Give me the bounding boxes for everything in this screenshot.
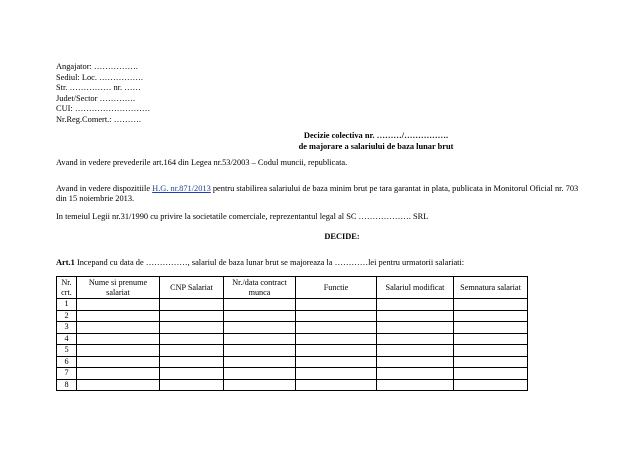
cell-signature[interactable]	[454, 368, 528, 380]
cell-name[interactable]	[77, 322, 160, 334]
cell-cnp[interactable]	[160, 322, 224, 334]
cell-signature[interactable]	[454, 345, 528, 357]
cell-name[interactable]	[77, 356, 160, 368]
cell-salary[interactable]	[377, 345, 454, 357]
cell-function[interactable]	[296, 322, 377, 334]
header-contract: Nr./data contract munca	[224, 277, 296, 299]
cell-salary[interactable]	[377, 333, 454, 345]
table-row	[57, 356, 528, 368]
cell-name[interactable]	[77, 299, 160, 311]
cell-contract[interactable]	[224, 345, 296, 357]
employees-table	[56, 276, 528, 391]
hg-link[interactable]: H.G. nr.871/2013	[152, 184, 211, 193]
article-1	[56, 258, 586, 268]
cell-name[interactable]	[77, 379, 160, 391]
cell-name[interactable]	[77, 310, 160, 322]
table-header-row	[57, 277, 528, 299]
paragraph-hg-text-after: pentru stabilirea salariului de baza minim brut pe tara garantat in plata, publicata in Monitorul Oficial nr. 703 din 15 noiembrie 2013.	[56, 184, 579, 204]
table-row	[57, 368, 528, 380]
header-salary: Salariul modificat	[377, 277, 454, 299]
table-row	[57, 322, 528, 334]
article-label: Art.1	[56, 258, 75, 267]
cell-signature[interactable]	[454, 322, 528, 334]
header-name: Nume si prenume salariat	[77, 277, 160, 299]
cell-contract[interactable]	[224, 299, 296, 311]
row-number: 4	[57, 333, 77, 345]
cell-contract[interactable]	[224, 368, 296, 380]
cell-signature[interactable]	[454, 299, 528, 311]
cell-name[interactable]	[77, 368, 160, 380]
cell-salary[interactable]	[377, 310, 454, 322]
article-text: Incepand cu data de ……………, salariul de baza lunar brut se majoreaza la …………lei pentru urmatorii salariati:	[74, 258, 465, 267]
row-number: 2	[57, 310, 77, 322]
cell-salary[interactable]	[377, 379, 454, 391]
cell-cnp[interactable]	[160, 368, 224, 380]
row-number: 6	[57, 356, 77, 368]
employer-street: Str. …………… nr. ……	[56, 83, 141, 93]
row-number: 8	[57, 379, 77, 391]
cell-contract[interactable]	[224, 379, 296, 391]
cell-function[interactable]	[296, 379, 377, 391]
cell-salary[interactable]	[377, 356, 454, 368]
table-row	[57, 299, 528, 311]
cell-function[interactable]	[296, 356, 377, 368]
header-cnp: CNP Salariat	[160, 277, 224, 299]
row-number: 5	[57, 345, 77, 357]
cell-signature[interactable]	[454, 356, 528, 368]
paragraph-legal-representative: In temeiul Legii nr.31/1990 cu privire la societatile comerciale, reprezentantul legal al SC ………………. SRL	[56, 212, 429, 221]
decide-label: DECIDE:	[324, 232, 360, 241]
header-signature: Semnatura salariat	[454, 277, 528, 299]
row-number: 7	[57, 368, 77, 380]
header-nr-crt: Nr. crt.	[57, 277, 77, 299]
decision-subject: de majorare a salariului de baza lunar brut	[298, 141, 454, 151]
cell-cnp[interactable]	[160, 379, 224, 391]
cell-function[interactable]	[296, 310, 377, 322]
paragraph-hg-reference	[56, 184, 586, 205]
decision-number: Decizie colectiva nr. ………/…………….	[303, 131, 449, 140]
cell-name[interactable]	[77, 333, 160, 345]
decision-title	[56, 131, 586, 152]
header-function: Functie	[296, 277, 377, 299]
table-row	[57, 333, 528, 345]
employer-details	[56, 62, 150, 126]
table-row	[57, 310, 528, 322]
employer-name: Angajator: …………….	[56, 62, 138, 71]
cell-signature[interactable]	[454, 310, 528, 322]
cell-salary[interactable]	[377, 299, 454, 311]
cell-salary[interactable]	[377, 368, 454, 380]
cell-name[interactable]	[77, 345, 160, 357]
cell-cnp[interactable]	[160, 345, 224, 357]
cell-signature[interactable]	[454, 333, 528, 345]
employer-cui: CUI: ………………………	[56, 104, 151, 114]
employer-address: Sediul: Loc. …………….	[56, 72, 144, 82]
employer-county: Judet/Sector ………….	[56, 93, 136, 103]
table-row	[57, 345, 528, 357]
cell-cnp[interactable]	[160, 356, 224, 368]
cell-function[interactable]	[296, 299, 377, 311]
table-row	[57, 379, 528, 391]
cell-contract[interactable]	[224, 356, 296, 368]
cell-signature[interactable]	[454, 379, 528, 391]
cell-contract[interactable]	[224, 322, 296, 334]
cell-cnp[interactable]	[160, 333, 224, 345]
cell-salary[interactable]	[377, 322, 454, 334]
decide-heading	[56, 232, 586, 242]
paragraph-hg-text-before: Avand in vedere dispozitiile	[56, 184, 153, 193]
cell-function[interactable]	[296, 333, 377, 345]
paragraph-legal-basis: Avand in vedere prevederile art.164 din Legea nr.53/2003 – Codul muncii, republicata.	[56, 158, 348, 167]
cell-function[interactable]	[296, 368, 377, 380]
row-number: 3	[57, 322, 77, 334]
employer-trade-register: Nr.Reg.Comert.: ……….	[56, 114, 141, 124]
cell-cnp[interactable]	[160, 299, 224, 311]
cell-cnp[interactable]	[160, 310, 224, 322]
cell-contract[interactable]	[224, 333, 296, 345]
cell-contract[interactable]	[224, 310, 296, 322]
row-number: 1	[57, 299, 77, 311]
cell-function[interactable]	[296, 345, 377, 357]
